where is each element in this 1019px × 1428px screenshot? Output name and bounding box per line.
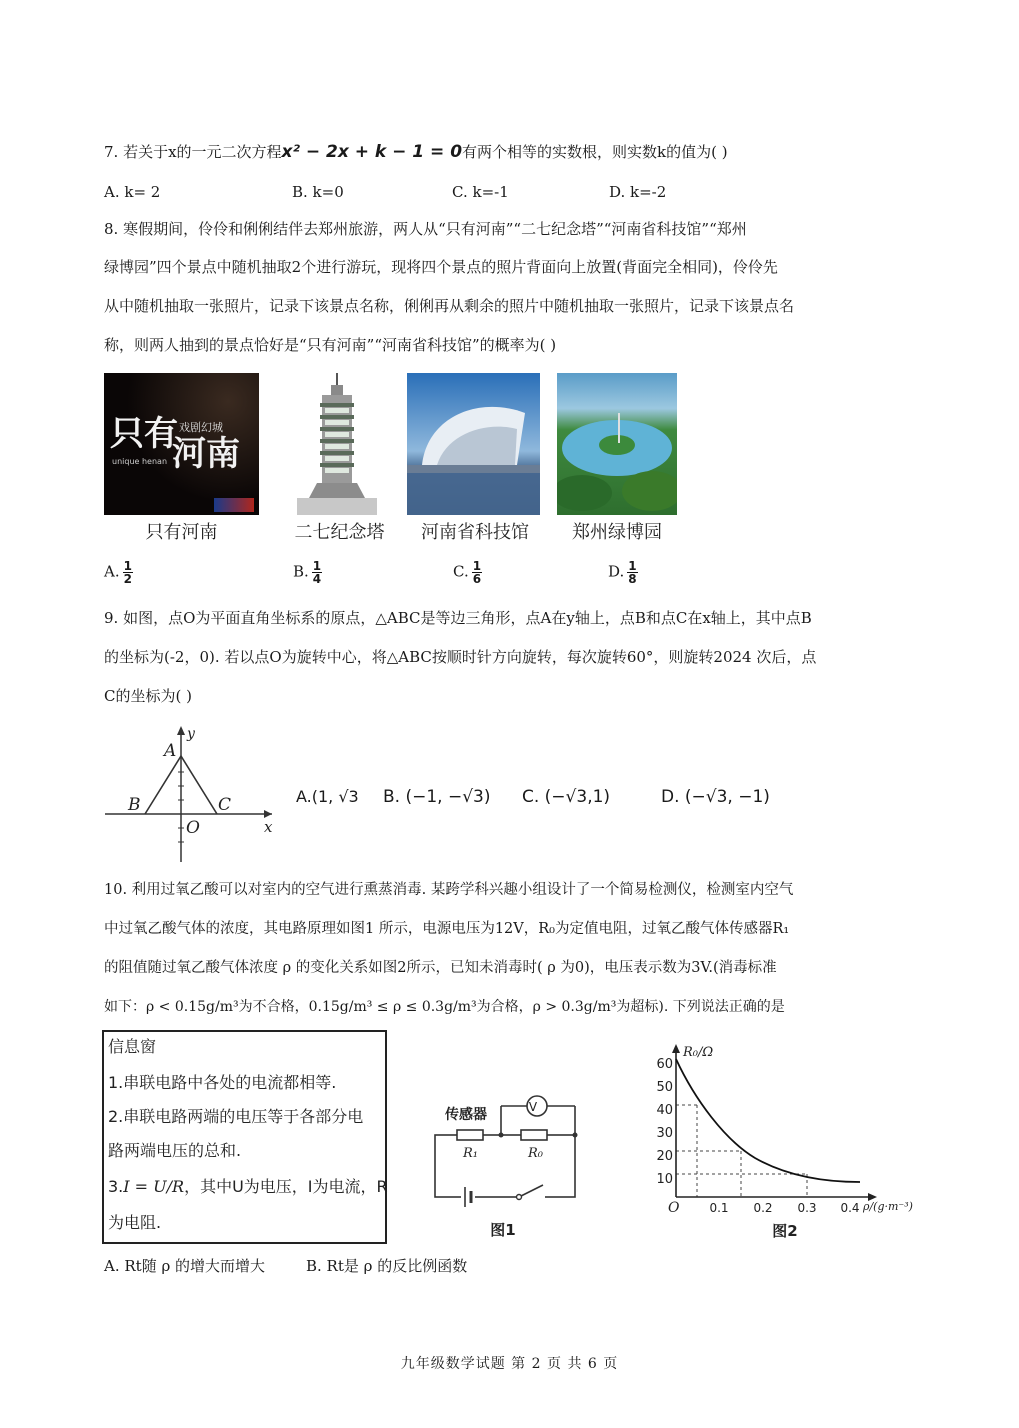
q8-option-d-label: D. xyxy=(608,562,625,581)
info-line-1: 1.串联电路中各处的电流都相等. xyxy=(108,1073,337,1092)
info-window xyxy=(102,1030,387,1244)
photo-green-expo xyxy=(557,373,677,515)
photo-science-museum xyxy=(407,373,540,515)
q7-equation: x² − 2x + k − 1 = 0 xyxy=(281,142,463,162)
r1-label: R₁ xyxy=(463,1146,478,1161)
photo-zhiyou-henan xyxy=(104,373,259,515)
voltmeter-label: V xyxy=(528,1100,538,1114)
q10-line-4: 如下：ρ < 0.15g/m³为不合格，0.15g/m³ ≤ ρ ≤ 0.3g/m³为合格，ρ > 0.3g/m³为超标). 下列说法正确的是 xyxy=(104,999,785,1015)
q9-option-d: D. (−√3, −1) xyxy=(661,787,770,807)
graph-y-label: R₀/Ω xyxy=(683,1045,714,1060)
info-line-4-text: ，其中U为电压，I为电流，R xyxy=(184,1177,388,1196)
graph-x-label: ρ/(g·m⁻³) xyxy=(863,1200,913,1213)
label-y: y xyxy=(187,726,195,742)
fraction-numerator: 1 xyxy=(312,559,322,573)
fraction-numerator: 1 xyxy=(628,559,637,573)
y-tick-50: 50 xyxy=(656,1080,673,1095)
q9-line-1: 9. 如图，点O为平面直角坐标系的原点，△ABC是等边三角形，点A在y轴上，点B和点C在x轴上，其中点B xyxy=(104,609,812,627)
caption-green-expo: 郑州绿博园 xyxy=(572,522,662,543)
q10-line-2: 中过氧乙酸气体的浓度，其电路原理如图1 所示，电源电压为12V，R₀为定值电阻，过氧乙酸气体传感器R₁ xyxy=(104,921,790,937)
q10-line-1: 10. 利用过氧乙酸可以对室内的空气进行熏蒸消毒. 某跨学科兴趣小组设计了一个简易检测仪，检测室内空气 xyxy=(104,882,794,898)
fraction-denominator: 8 xyxy=(628,572,637,586)
q9-triangle-figure xyxy=(100,722,285,867)
q9-option-b: B. (−1, −√3) xyxy=(383,787,491,807)
y-tick-20: 20 xyxy=(656,1149,673,1164)
fraction-numerator: 1 xyxy=(472,559,482,573)
photo1-english: unique henan xyxy=(112,457,168,466)
q8-option-b xyxy=(293,560,322,585)
info-line-3: 路两端电压的总和. xyxy=(108,1141,242,1160)
page-footer: 九年级数学试题 第 2 页 共 6 页 xyxy=(400,1356,619,1372)
figure-2-caption: 图2 xyxy=(772,1222,798,1240)
museum-drawing xyxy=(407,373,540,515)
x-axis-arrow xyxy=(264,810,272,818)
label-b: B xyxy=(128,795,141,815)
q10-option-b: B. Rt是 ρ 的反比例函数 xyxy=(306,1257,468,1275)
q7-text-after: 有两个相等的实数根，则实数k的值为( ) xyxy=(462,143,728,161)
info-title: 信息窗 xyxy=(108,1037,157,1056)
resistance-graph xyxy=(645,1040,930,1250)
info-line-4-num: 3. xyxy=(108,1177,124,1196)
r0-label: R₀ xyxy=(528,1146,543,1161)
tower-drawing xyxy=(287,373,387,515)
info-line-2: 2.串联电路两端的电压等于各部分电 xyxy=(108,1107,364,1126)
q9-option-a: A.(1, √3 xyxy=(296,787,359,806)
label-a: A xyxy=(164,741,177,761)
photo1-char-4: 南 xyxy=(206,434,240,474)
q8-option-c-label: C. xyxy=(453,562,469,581)
q8-line-3: 从中随机抽取一张照片，记录下该景点名称，俐俐再从剩余的照片中随机抽取一张照片，记录下该景点名 xyxy=(104,297,795,315)
q7-option-a: A. k= 2 xyxy=(104,183,161,201)
figure-1-caption: 图1 xyxy=(490,1221,516,1239)
photo1-subtitle: 戏剧幻城 xyxy=(179,421,223,434)
q8-option-d xyxy=(608,560,638,585)
label-o: O xyxy=(186,818,200,838)
q8-option-a-fraction xyxy=(123,560,133,585)
fraction-denominator: 2 xyxy=(123,572,132,586)
q8-line-4: 称，则两人抽到的景点恰好是“只有河南”“河南省科技馆”的概率为( ) xyxy=(104,336,557,354)
q9-line-2: 的坐标为(-2，0). 若以点O为旋转中心，将△ABC按顺时针方向旋转，每次旋转60°，则旋转2024 次后，点 xyxy=(104,648,817,666)
q8-option-c xyxy=(453,560,482,585)
graph-origin-label: O xyxy=(668,1200,680,1216)
fraction-denominator: 6 xyxy=(472,572,482,586)
q7-text-before: 7. 若关于x的一元二次方程 xyxy=(104,143,282,161)
sensor-label: 传感器 xyxy=(445,1107,487,1123)
y-tick-60: 60 xyxy=(656,1057,673,1072)
circuit-diagram xyxy=(425,1095,585,1243)
q9-option-c: C. (−√3,1) xyxy=(522,787,611,807)
y-tick-10: 10 xyxy=(656,1172,673,1187)
q7-stem xyxy=(104,142,728,162)
photo1-char-2: 有 xyxy=(144,414,178,454)
q9-line-3: C的坐标为( ) xyxy=(104,687,192,705)
y-axis-arrow xyxy=(177,726,185,735)
fraction-denominator: 4 xyxy=(312,572,322,586)
photo1-char-1: 只 xyxy=(110,414,144,454)
resistance-curve xyxy=(676,1059,860,1182)
resistor-r1 xyxy=(457,1130,483,1140)
fraction-numerator: 1 xyxy=(123,559,132,573)
q8-line-1: 8. 寒假期间，伶伶和俐俐结伴去郑州旅游，两人从“只有河南”“二七纪念塔”“河南省科技馆”“郑州 xyxy=(104,220,747,238)
q10-line-3: 的阻值随过氧乙酸气体浓度 ρ 的变化关系如图2所示，已知未消毒时( ρ 为0)，电压表示数为3V.(消毒标准 xyxy=(104,960,777,976)
q7-option-b: B. k=0 xyxy=(292,183,344,201)
photo1-char-3: 河 xyxy=(172,434,206,474)
park-drawing xyxy=(557,373,677,515)
ohms-law-formula: I = U/R xyxy=(123,1177,185,1196)
q8-option-b-label: B. xyxy=(293,562,309,581)
caption-science-museum: 河南省科技馆 xyxy=(421,522,529,543)
caption-erqi-tower: 二七纪念塔 xyxy=(294,522,385,543)
label-x: x xyxy=(264,818,273,836)
q8-option-c-fraction xyxy=(472,560,482,585)
q8-option-a-label: A. xyxy=(104,562,120,581)
q7-option-d: D. k=-2 xyxy=(609,183,667,201)
info-line-4 xyxy=(108,1174,388,1197)
x-tick-0-2: 0.2 xyxy=(753,1201,773,1215)
caption-zhiyou-henan: 只有河南 xyxy=(145,522,218,543)
q8-line-2: 绿博园”四个景点中随机抽取2个进行游玩，现将四个景点的照片背面向上放置(背面完全相同)，伶伶先 xyxy=(104,258,778,276)
y-tick-40: 40 xyxy=(656,1103,673,1118)
label-c: C xyxy=(218,795,232,815)
x-tick-0-4: 0.4 xyxy=(840,1201,860,1215)
q8-option-a xyxy=(104,560,133,585)
q8-option-b-fraction xyxy=(312,560,322,585)
x-tick-0-3: 0.3 xyxy=(797,1201,817,1215)
q8-option-d-fraction xyxy=(627,560,637,585)
resistor-r0 xyxy=(521,1130,547,1140)
info-line-5: 为电阻. xyxy=(108,1213,162,1232)
q10-option-a: A. Rt随 ρ 的增大而增大 xyxy=(104,1257,266,1275)
x-tick-0-1: 0.1 xyxy=(709,1201,729,1215)
y-tick-30: 30 xyxy=(656,1126,673,1141)
photo-erqi-tower xyxy=(287,373,387,515)
q7-option-c: C. k=-1 xyxy=(452,183,509,201)
